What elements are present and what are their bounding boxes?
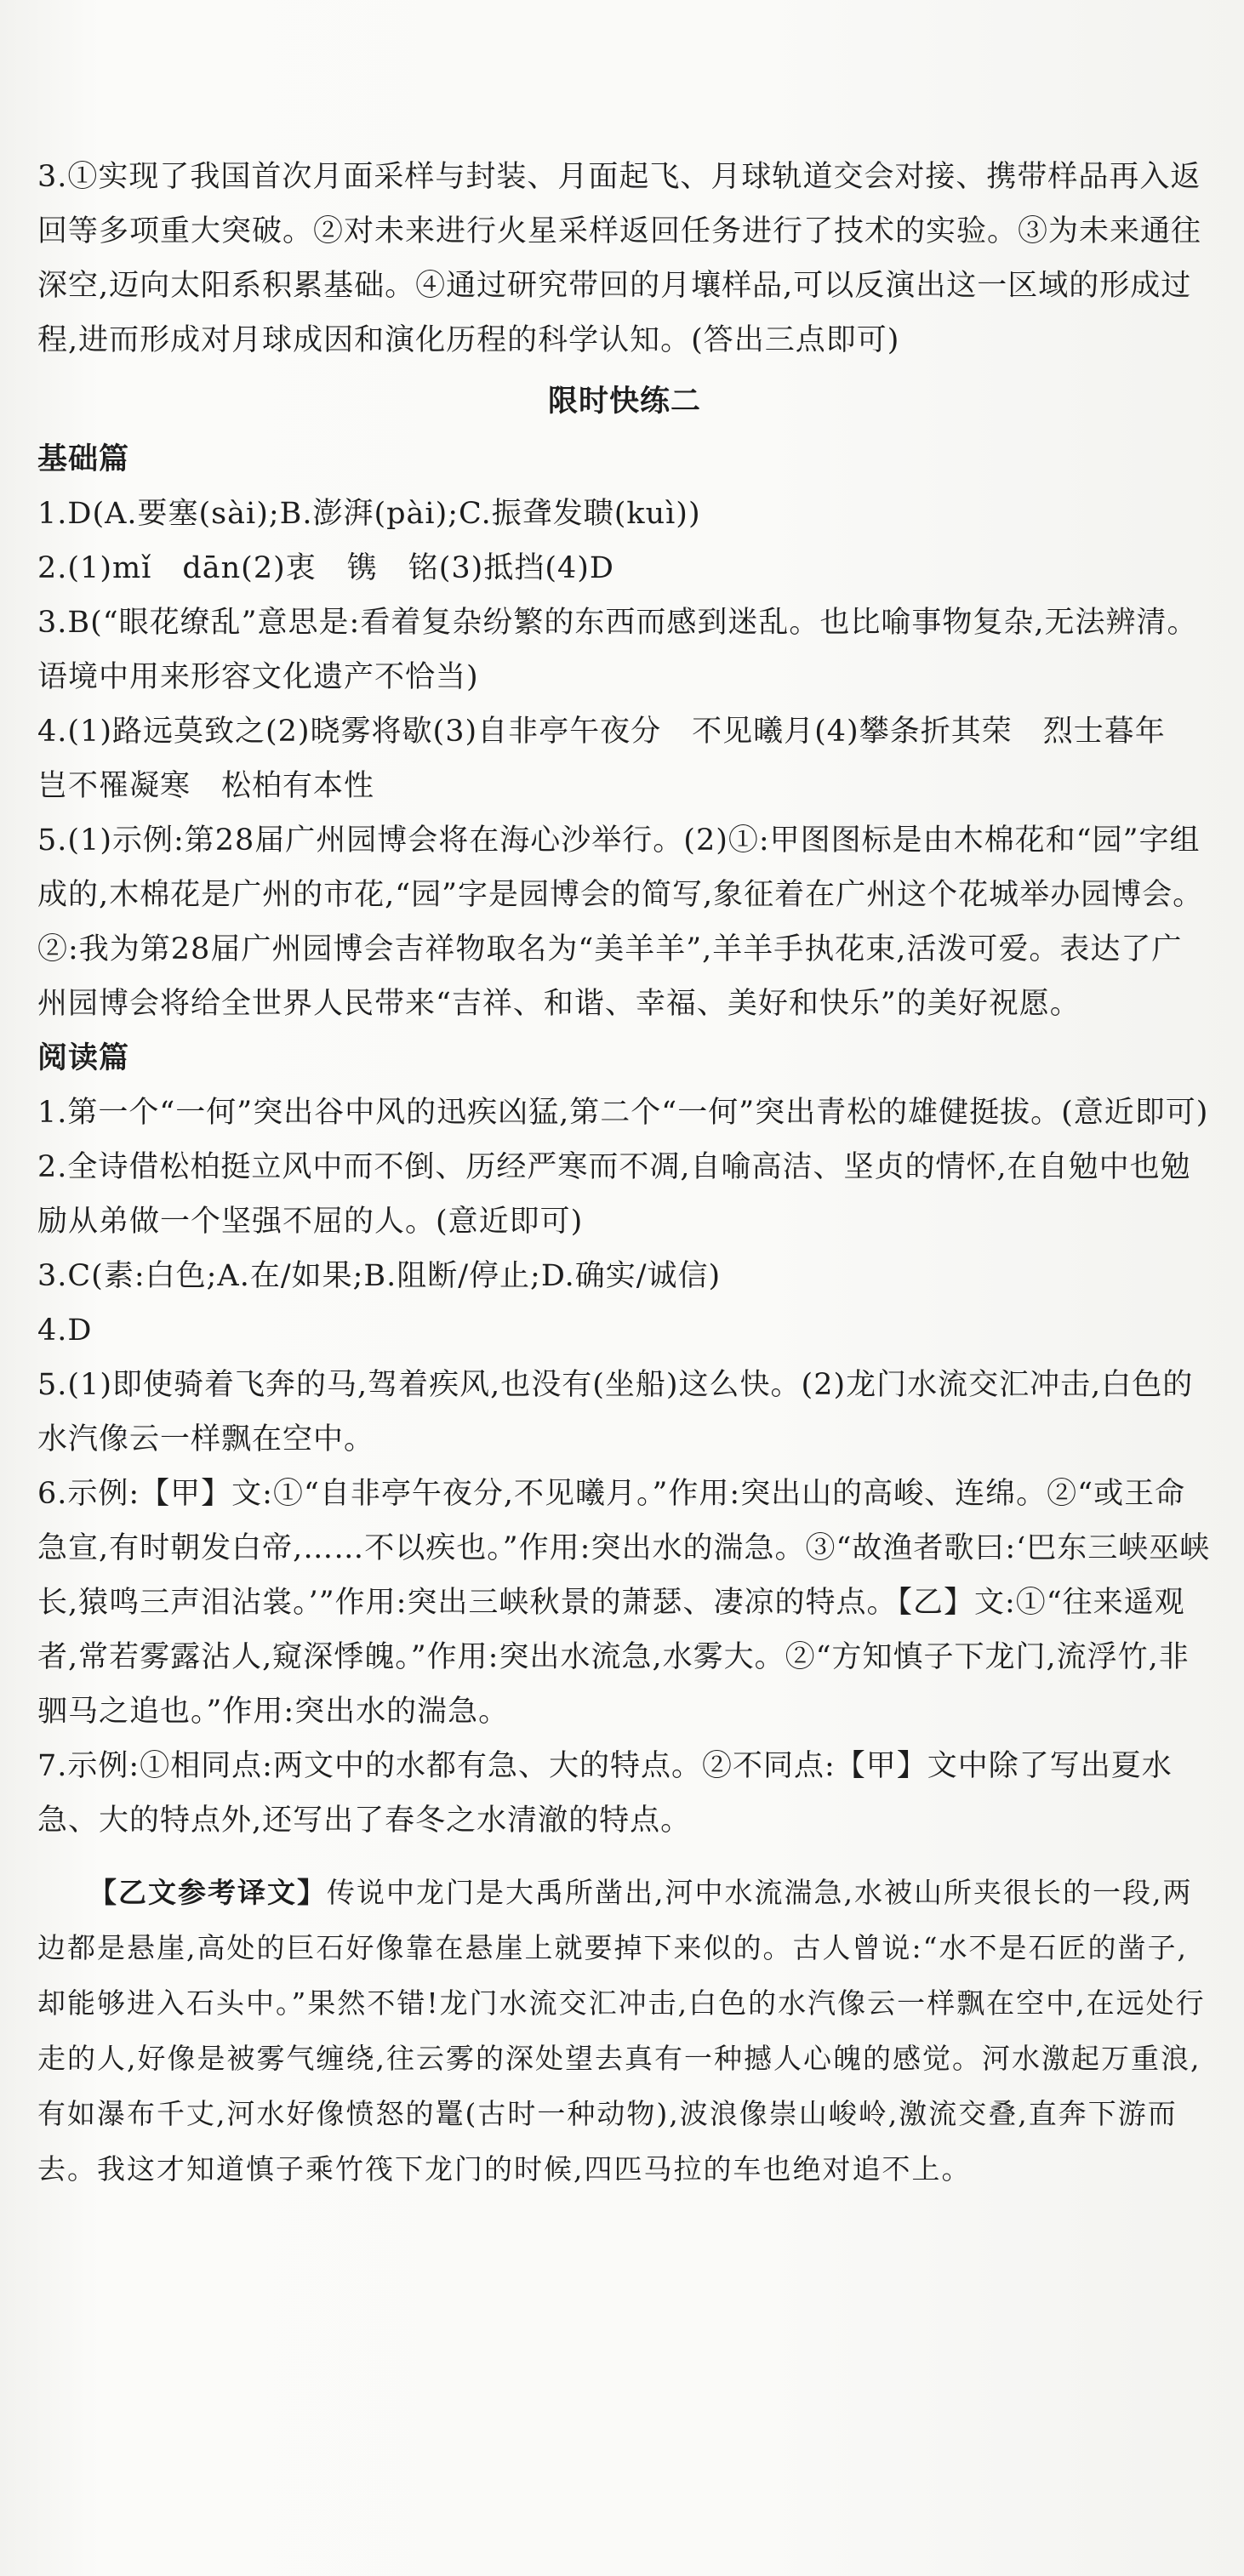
- section-heading-basic: 基础篇: [37, 442, 130, 476]
- answer-reading-5: 5.(1)即使骑着飞奔的马,驾着疾风,也没有(坐船)这么快。(2)龙门水流交汇冲击,白色的水汽像云一样飘在空中。: [37, 1368, 1194, 1456]
- translation-note-lead: 【乙文参考译文】: [88, 1876, 327, 1909]
- answer-basic-4: 4.(1)路远莫致之(2)晓雾将歇(3)自非亭午夜分 不见曦月(4)攀条折其荣 烈士暮年 岂不罹凝寒 松柏有本性: [37, 715, 1196, 803]
- answer-3-previous: 3.①实现了我国首次月面采样与封装、月面起飞、月球轨道交会对接、携带样品再入返回等多项重大突破。②对未来进行火星采样返回任务进行了技术的实验。③为未来通往深空,迈向太阳系积累基础。④通过研究带回的月壤样品,可以反演出这一区域的形成过程,进而形成对月球成因和演化历程的科学认知。(答出三点即可): [37, 160, 1202, 357]
- answer-basic-5: 5.(1)示例:第28届广州园博会将在海心沙举行。(2)①:甲图图标是由木棉花和“园”字组成的,木棉花是广州的市花,“园”字是园博会的简写,象征着在广州这个花城举办园博会。②:我为第28届广州园博会吉祥物取名为“美羊羊”,羊羊手执花束,活泼可爱。表达了广州园博会将给全世界人民带来“吉祥、和谐、幸福、美好和快乐”的美好祝愿。: [37, 824, 1204, 1021]
- answer-content: [37, 150, 1212, 2197]
- answer-reading-6: 6.示例:【甲】文:①“自非亭午夜分,不见曦月。”作用:突出山的高峻、连绵。②“或王命急宣,有时朝发白帝,……不以疾也。”作用:突出水的湍急。③“故渔者歌曰:‘巴东三峡巫峡长,猿鸣三声泪沾裳。’”作用:突出三峡秋景的萧瑟、凄凉的特点。【乙】文:①“往来遥观者,常若雾露沾人,窥深悸魄。”作用:突出水流急,水雾大。②“方知慎子下龙门,流浮竹,非驷马之追也。”作用:突出水的湍急。: [37, 1477, 1211, 1729]
- answer-reading-2: 2.全诗借松柏挺立风中而不倒、历经严寒而不凋,自喻高洁、坚贞的情怀,在自勉中也勉励从弟做一个坚强不屈的人。(意近即可): [37, 1150, 1191, 1239]
- translation-note-text: 传说中龙门是大禹所凿出,河中水流湍急,水被山所夹很长的一段,两边都是悬崖,高处的巨石好像靠在悬崖上就要掉下来似的。古人曾说:“水不是石匠的凿子,却能够进入石头中。”果然不错!龙门水流交汇冲击,白色的水汽像云一样飘在空中,在远处行走的人,好像是被雾气缠绕,往云雾的深处望去真有一种撼人心魄的感觉。河水激起万重浪,有如瀑布千丈,河水好像愤怒的鼍(古时一种动物),波浪像崇山峻岭,激流交叠,直奔下游而去。我这才知道慎子乘竹筏下龙门的时候,四匹马拉的车也绝对追不上。: [37, 1876, 1206, 2186]
- answer-basic-3: 3.B(“眼花缭乱”意思是:看着复杂纷繁的东西而感到迷乱。也比喻事物复杂,无法辨清。语境中用来形容文化遗产不恰当): [37, 606, 1198, 694]
- section-heading-reading: 阅读篇: [37, 1041, 130, 1075]
- answer-basic-1: 1.D(A.要塞(sài);B.澎湃(pài);C.振聋发聩(kuì)): [37, 497, 701, 531]
- answer-basic-2: 2.(1)mǐ dān(2)衷 镌 铭(3)抵挡(4)D: [37, 551, 614, 585]
- answer-reading-4: 4.D: [37, 1314, 93, 1348]
- translation-note: [37, 1865, 1212, 2197]
- section-title: 限时快练二: [547, 385, 701, 419]
- answer-reading-1: 1.第一个“一何”突出谷中风的迅疾凶猛,第二个“一何”突出青松的雄健挺拔。(意近即可): [37, 1096, 1209, 1130]
- answer-reading-7: 7.示例:①相同点:两文中的水都有急、大的特点。②不同点:【甲】文中除了写出夏水急、大的特点外,还写出了春冬之水清澈的特点。: [37, 1749, 1173, 1838]
- answer-reading-3: 3.C(素:白色;A.在/如果;B.阻断/停止;D.确实/诚信): [37, 1259, 722, 1293]
